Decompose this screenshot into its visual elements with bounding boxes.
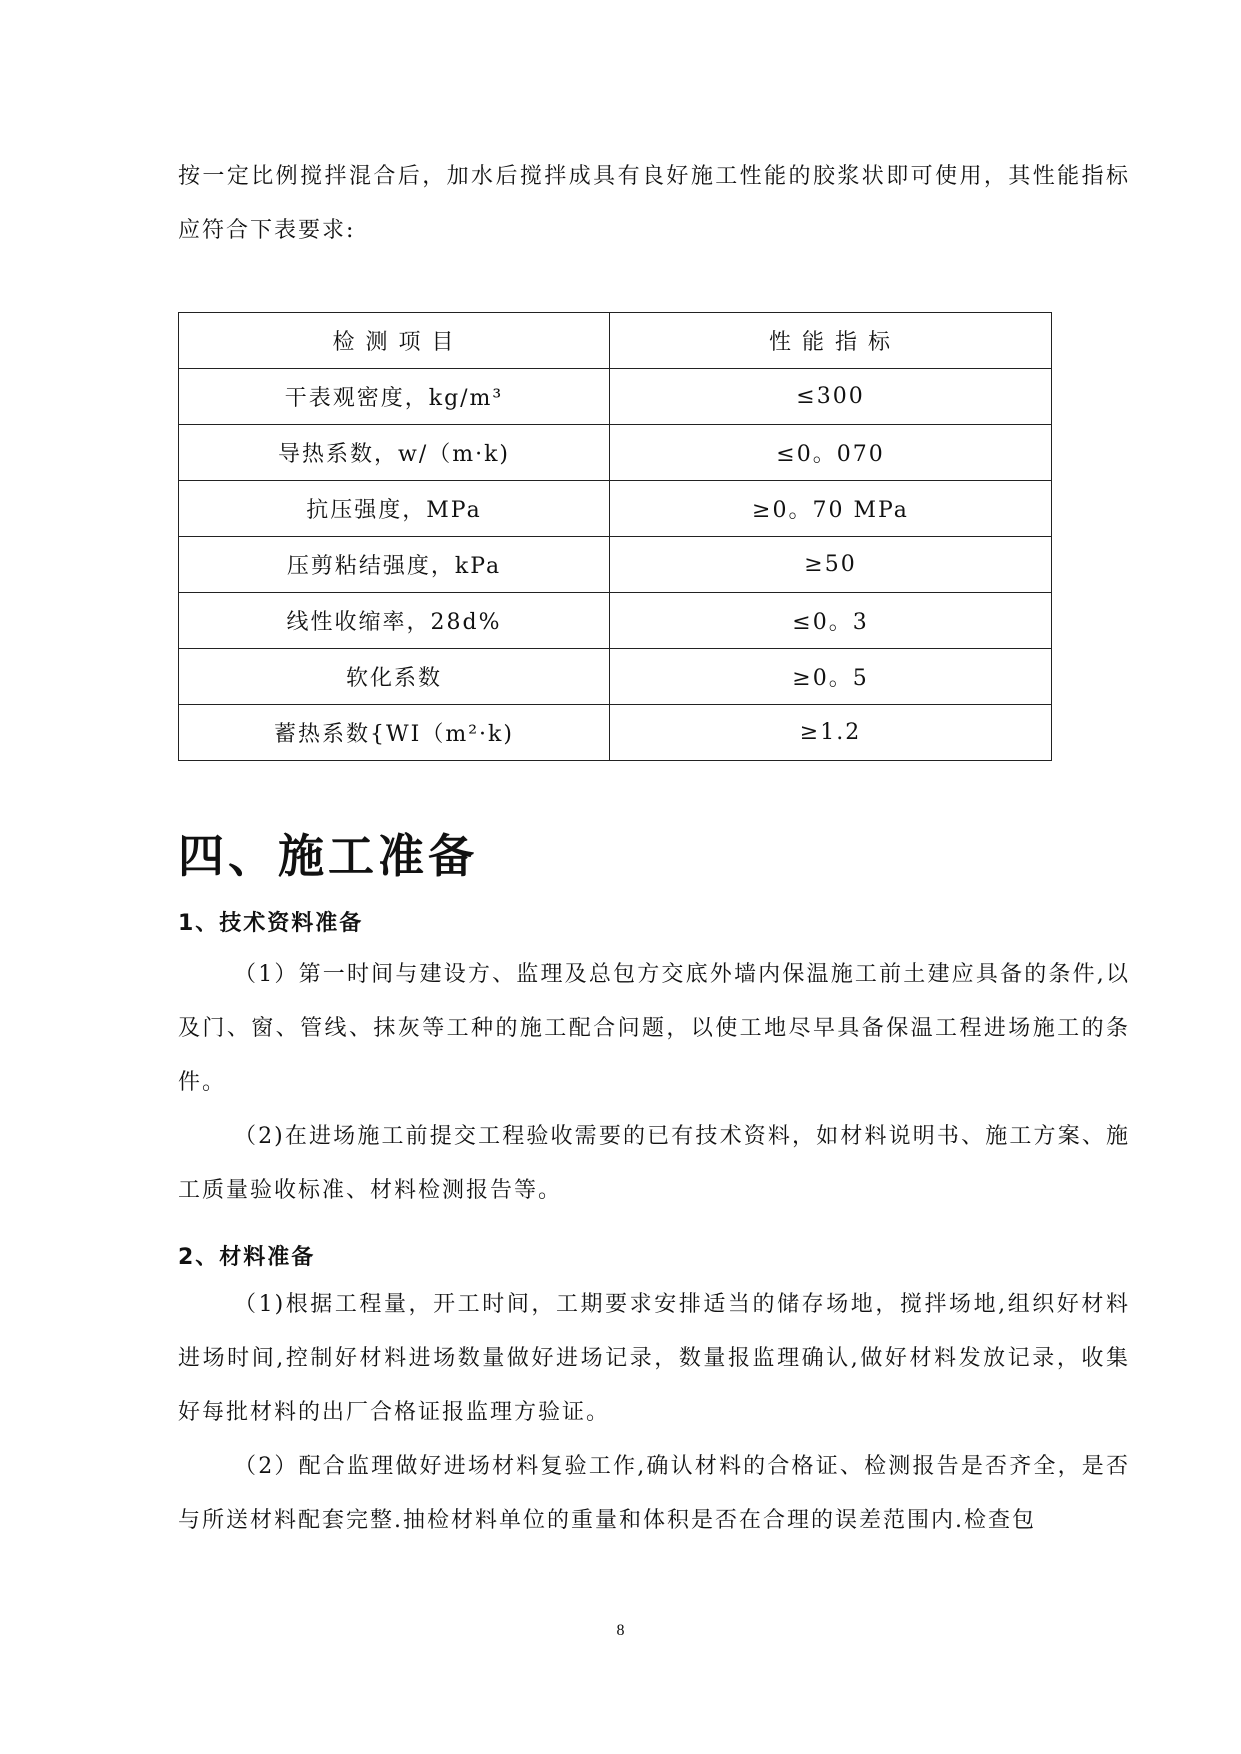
table-cell-value: ≤0。3 [610, 593, 1052, 649]
table-cell-item: 软化系数 [179, 649, 610, 705]
table-cell-item: 干表观密度，kg/m³ [179, 369, 610, 425]
table-cell-item: 抗压强度，MPa [179, 481, 610, 537]
table-cell-item: 线性收缩率，28d% [179, 593, 610, 649]
table-row [179, 369, 1052, 425]
paragraph-technical-1: （1）第一时间与建设方、监理及总包方交底外墙内保温施工前土建应具备的条件,以及门、窗、管线、抹灰等工种的施工配合问题，以使工地尽早具备保温工程进场施工的条件。 [178, 962, 1130, 1095]
table-cell-value: ≥0。5 [610, 649, 1052, 705]
table-row [179, 705, 1052, 761]
performance-table [178, 312, 1052, 761]
page-number: 8 [616, 1622, 625, 1639]
intro-paragraph: 按一定比例搅拌混合后，加水后搅拌成具有良好施工性能的胶浆状即可使用，其性能指标应符合下表要求: [178, 164, 1130, 243]
section-title: 四、施工准备 [178, 829, 478, 883]
paragraph-materials-1: （1)根据工程量，开工时间，工期要求安排适当的储存场地，搅拌场地,组织好材料进场时间,控制好材料进场数量做好进场记录，数量报监理确认,做好材料发放记录，收集好每批材料的出厂合格证报监理方验证。 [178, 1292, 1130, 1425]
table-header-row [179, 313, 1052, 369]
table-row [179, 593, 1052, 649]
table-header-index: 性 能 指 标 [610, 313, 1052, 369]
table-row [179, 425, 1052, 481]
table-cell-item: 导热系数，w/（m·k) [179, 425, 610, 481]
table-cell-item: 压剪粘结强度，kPa [179, 537, 610, 593]
paragraph-technical-2: （2)在进场施工前提交工程验收需要的已有技术资料，如材料说明书、施工方案、施工质量验收标准、材料检测报告等。 [178, 1124, 1130, 1203]
table-header-item: 检 测 项 目 [179, 313, 610, 369]
table-cell-item: 蓄热系数{WI（m²·k) [179, 705, 610, 761]
table-cell-value: ≤0。070 [610, 425, 1052, 481]
table-row [179, 481, 1052, 537]
table-cell-value: ≥50 [610, 537, 1052, 593]
subsection-title-technical: 1、技术资料准备 [178, 911, 364, 936]
table-cell-value: ≥1.2 [610, 705, 1052, 761]
table-row [179, 649, 1052, 705]
table-row [179, 537, 1052, 593]
table-cell-value: ≤300 [610, 369, 1052, 425]
paragraph-materials-2: （2）配合监理做好进场材料复验工作,确认材料的合格证、检测报告是否齐全，是否与所送材料配套完整.抽检材料单位的重量和体积是否在合理的误差范围内.检查包 [178, 1454, 1130, 1533]
table-cell-value: ≥0。70 MPa [610, 481, 1052, 537]
subsection-title-materials: 2、材料准备 [178, 1245, 316, 1270]
